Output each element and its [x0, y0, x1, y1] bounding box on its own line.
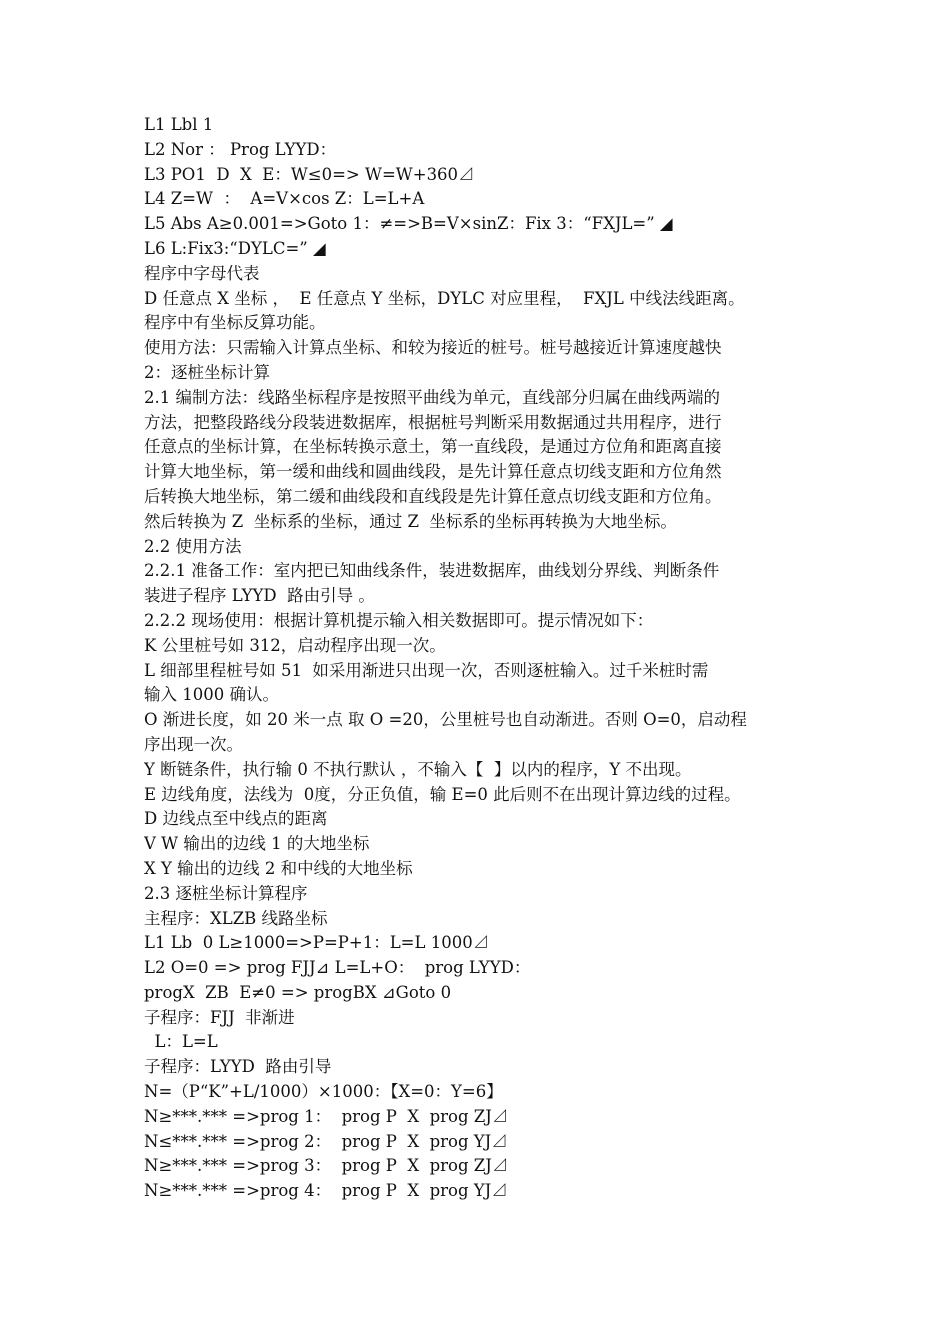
- text-line: X Y 输出的边线 2 和中线的大地坐标: [144, 858, 413, 878]
- text-line: 序出现一次。: [144, 734, 243, 754]
- text-line: 程序中有坐标反算功能。: [144, 313, 326, 333]
- text-line: L1 Lbl 1: [144, 115, 214, 134]
- text-line: L1 Lb 0 L≥1000=>P=P+1：L=L 1000⊿: [144, 933, 490, 953]
- section-heading: 2：逐桩坐标计算: [144, 362, 270, 382]
- text-line: 2.2.2 现场使用：根据计算机提示输入相关数据即可。提示情况如下：: [144, 610, 654, 630]
- text-line: 输入 1000 确认。: [144, 685, 279, 705]
- text-line: L2 Nor ： Prog LYYD：: [144, 139, 337, 159]
- text-line: N≥***.*** =>prog 4： prog P X prog YJ⊿: [144, 1181, 508, 1201]
- text-line: V W 输出的边线 1 的大地坐标: [144, 834, 370, 854]
- text-line: N=（P“K”+L/1000）×1000：【X=0：Y=6】: [144, 1082, 503, 1102]
- text-line: 子程序：FJJ 非渐进: [144, 1007, 295, 1027]
- text-line: Y 断链条件，执行输 0 不执行默认 ，不输入【 】以内的程序，Y 不出现。: [144, 759, 692, 779]
- text-line: L2 O=0 => prog FJJ⊿ L=L+O： prog LYYD：: [144, 958, 531, 978]
- text-line: K 公里桩号如 312，启动程序出现一次。: [144, 635, 446, 655]
- text-line: E 边线角度，法线为 0度，分正负值，输 E=0 此后则不在出现计算边线的过程。: [144, 784, 741, 804]
- text-line: N≥***.*** =>prog 1： prog P X prog ZJ⊿: [144, 1106, 509, 1126]
- text-line: 然后转换为 Z 坐标系的坐标，通过 Z 坐标系的坐标再转换为大地坐标。: [144, 511, 677, 531]
- text-line: 2.2.1 准备工作：室内把已知曲线条件，装进数据库，曲线划分界线、判断条件: [144, 561, 720, 581]
- text-line: 计算大地坐标，第一缓和曲线和圆曲线段，是先计算任意点切线支距和方位角然: [144, 462, 722, 482]
- text-line: 任意点的坐标计算，在坐标转换示意土，第一直线段，是通过方位角和距离直接: [144, 437, 722, 457]
- text-line: 2.1 编制方法：线路坐标程序是按照平曲线为单元，直线部分归属在曲线两端的: [144, 387, 720, 407]
- text-line: L：L=L: [144, 1032, 218, 1052]
- text-line: L4 Z=W ： A=V×cos Z：L=L+A: [144, 189, 425, 209]
- text-line: 子程序：LYYD 路由引导: [144, 1057, 332, 1077]
- text-line: 方法，把整段路线分段装进数据库，根据桩号判断采用数据通过共用程序，进行: [144, 412, 722, 432]
- section-heading: 2.2 使用方法: [144, 536, 242, 556]
- text-line: 主程序：XLZB 线路坐标: [144, 908, 328, 928]
- section-heading: 2.3 逐桩坐标计算程序: [144, 883, 308, 903]
- section-heading: 程序中字母代表: [144, 263, 260, 283]
- text-line: 使用方法：只需输入计算点坐标、和较为接近的桩号。桩号越接近计算速度越快: [144, 338, 722, 358]
- text-line: L6 L:Fix3:“DYLC=” ◢: [144, 238, 326, 258]
- text-line: 后转换大地坐标，第二缓和曲线段和直线段是先计算任意点切线支距和方位角。: [144, 486, 722, 506]
- text-line: L5 Abs A≥0.001=>Goto 1：≠=>B=V×sinZ：Fix 3：“FXJL=” ◢: [144, 214, 673, 234]
- text-line: N≤***.*** =>prog 2： prog P X prog YJ⊿: [144, 1131, 508, 1151]
- text-line: O 渐进长度，如 20 米一点 取 O =20，公里桩号也自动渐进。否则 O=0，启动程: [144, 710, 747, 730]
- text-line: progX ZB E≠0 => progBX ⊿Goto 0: [144, 982, 452, 1002]
- text-line: D 任意点 X 坐标 ， E 任意点 Y 坐标，DYLC 对应里程， FXJL 中线法线距离。: [144, 288, 745, 308]
- text-line: N≥***.*** =>prog 3： prog P X prog ZJ⊿: [144, 1156, 509, 1176]
- text-line: D 边线点至中线点的距离: [144, 809, 328, 829]
- text-line: 装进子程序 LYYD 路由引导 。: [144, 586, 375, 606]
- text-line: L 细部里程桩号如 51 如采用渐进只出现一次，否则逐桩输入。过千米桩时需: [144, 660, 709, 680]
- text-line: L3 PO1 D X E：W≤0=> W=W+360⊿: [144, 164, 475, 184]
- document-body: [144, 113, 812, 1204]
